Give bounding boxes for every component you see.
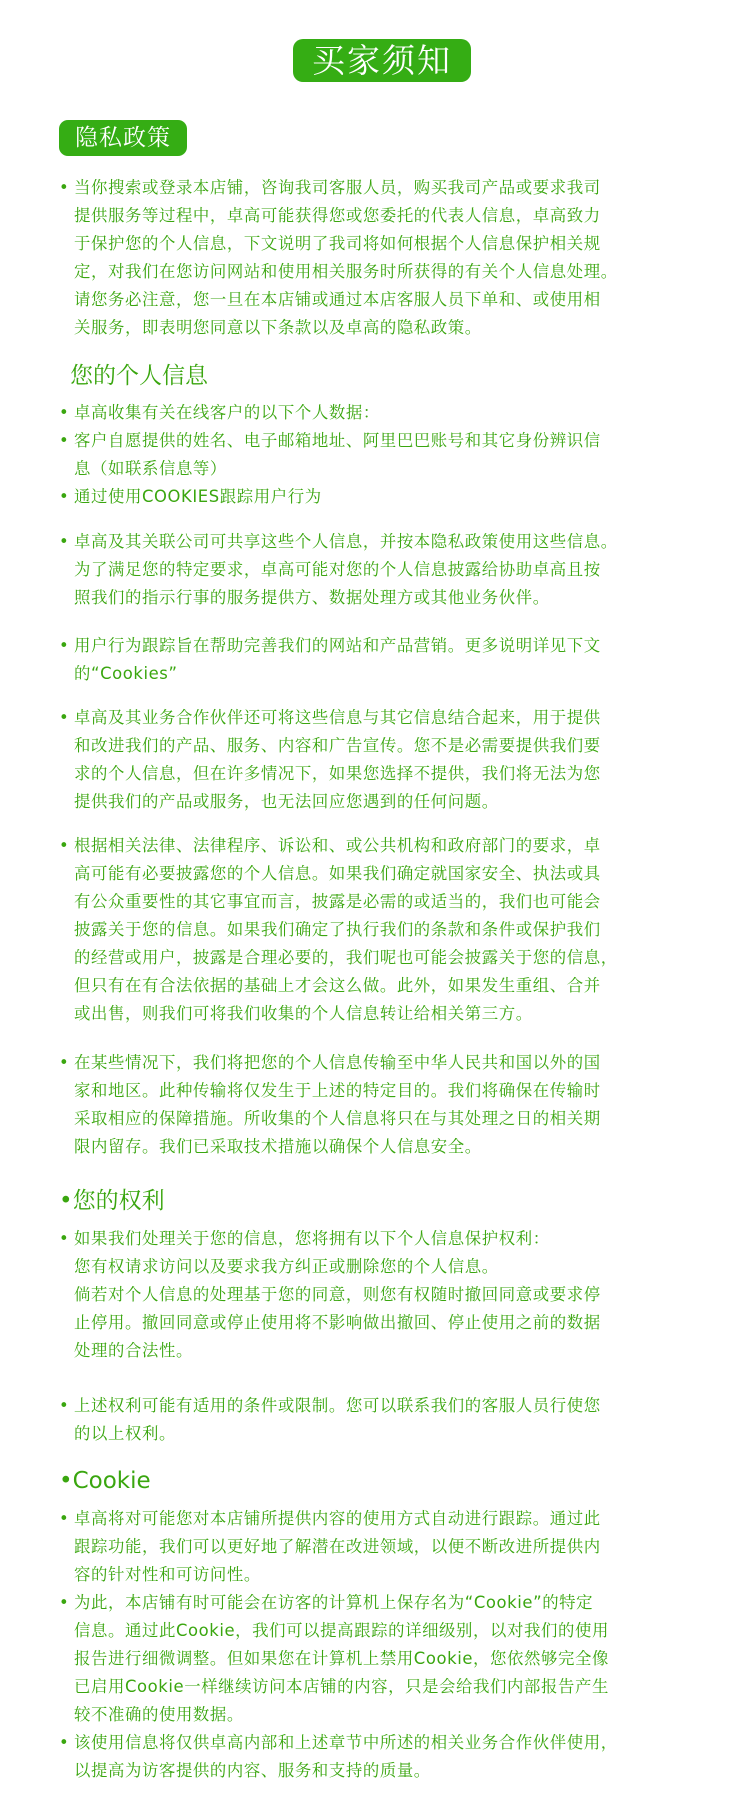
paragraph-line	[59, 455, 699, 483]
paragraph-line	[59, 1420, 699, 1448]
bullet-icon: •	[59, 836, 70, 855]
paragraph-text: 和改进我们的产品、服务、内容和广告宣传。您不是必需要提供我们要	[74, 736, 601, 755]
paragraph-text: 高可能有必要披露您的个人信息。如果我们确定就国家安全、执法或具	[74, 864, 601, 883]
paragraph-text: 披露关于您的信息。如果我们确定了执行我们的条款和条件或保护我们	[74, 920, 601, 939]
paragraph-text: 上述权利可能有适用的条件或限制。您可以联系我们的客服人员行使您	[74, 1396, 601, 1415]
paragraph-line	[59, 704, 699, 732]
page-title: 买家须知	[293, 39, 471, 82]
paragraph-line	[59, 1729, 699, 1757]
paragraph-text: 提供我们的产品或服务，也无法回应您遇到的任何问题。	[74, 792, 499, 811]
paragraph-text: 于保护您的个人信息，下文说明了我司将如何根据个人信息保护相关规	[74, 234, 601, 253]
paragraph-line	[59, 1757, 699, 1785]
paragraph-line	[59, 174, 699, 202]
paragraph-line	[59, 258, 699, 286]
paragraph-text: 当你搜索或登录本店铺，咨询我司客服人员，购买我司产品或要求我司	[74, 178, 601, 197]
paragraph-line	[59, 584, 699, 612]
paragraph-text: 为此，本店铺有时可能会在访客的计算机上保存名为“Cookie”的特定	[74, 1593, 594, 1612]
sharing-paragraph	[59, 528, 699, 612]
paragraph-text: 提供服务等过程中，卓高可能获得您或您委托的代表人信息，卓高致力	[74, 206, 601, 225]
paragraph-text: 家和地区。此种传输将仅发生于上述的特定目的。我们将确保在传输时	[74, 1081, 601, 1100]
paragraph-text: 但只有在有合法依据的基础上才会这么做。此外，如果发生重组、合并	[74, 976, 601, 995]
partners-paragraph	[59, 704, 699, 816]
collected-data-item	[59, 399, 699, 427]
paragraph-text: 的以上权利。	[74, 1424, 176, 1443]
cookie-heading: •Cookie	[59, 1468, 151, 1494]
paragraph-line	[59, 1561, 699, 1589]
rights-conditions-paragraph	[59, 1392, 699, 1448]
paragraph-text: 容的针对性和可访问性。	[74, 1565, 261, 1584]
paragraph-text: 卓高将对可能您对本店铺所提供内容的使用方式自动进行跟踪。通过此	[74, 1509, 601, 1528]
paragraph-line	[59, 1645, 699, 1673]
paragraph-text: 您有权请求访问以及要求我方纠正或删除您的个人信息。	[74, 1257, 499, 1276]
paragraph-text: 卓高收集有关在线客户的以下个人数据：	[74, 403, 380, 422]
paragraph-text: 有公众重要性的其它事宜而言，披露是必需的或适当的，我们也可能会	[74, 892, 601, 911]
paragraph-text: 卓高及其业务合作伙伴还可将这些信息与其它信息结合起来，用于提供	[74, 708, 601, 727]
bullet-icon: •	[59, 1396, 70, 1415]
paragraph-text: 关服务，即表明您同意以下条款以及卓高的隐私政策。	[74, 318, 482, 337]
paragraph-line	[59, 230, 699, 258]
paragraph-line	[59, 1309, 699, 1337]
bullet-icon: •	[59, 403, 70, 422]
paragraph-text: 求的个人信息，但在许多情况下，如果您选择不提供，我们将无法为您	[74, 764, 601, 783]
paragraph-line	[59, 732, 699, 760]
paragraph-text: 或出售，则我们可将我们收集的个人信息转让给相关第三方。	[74, 1004, 533, 1023]
bullet-icon: •	[59, 636, 70, 655]
paragraph-line	[59, 1000, 699, 1028]
paragraph-text: 通过使用COOKIES跟踪用户行为	[74, 487, 322, 506]
intro-paragraph	[59, 174, 699, 342]
paragraph-line	[59, 1077, 699, 1105]
paragraph-line	[59, 860, 699, 888]
paragraph-line	[59, 427, 699, 455]
rights-paragraph	[59, 1225, 699, 1365]
bullet-icon: •	[59, 1593, 70, 1612]
paragraph-line	[59, 1105, 699, 1133]
cookie-tracking-paragraph	[59, 1505, 699, 1589]
paragraph-text: 照我们的指示行事的服务提供方、数据处理方或其他业务伙伴。	[74, 588, 550, 607]
bullet-icon: •	[59, 1509, 70, 1528]
paragraph-text: 较不准确的使用数据。	[74, 1705, 244, 1724]
paragraph-text: 以提高为访客提供的内容、服务和支持的质量。	[74, 1761, 431, 1780]
paragraph-line	[59, 632, 699, 660]
paragraph-text: 息（如联系信息等）	[74, 459, 227, 478]
bullet-icon: •	[59, 178, 70, 197]
paragraph-line	[59, 528, 699, 556]
bullet-icon: •	[59, 487, 70, 506]
paragraph-text: 该使用信息将仅供卓高内部和上述章节中所述的相关业务合作伙伴使用，	[74, 1733, 618, 1752]
bullet-icon: •	[59, 1733, 70, 1752]
paragraph-text: 处理的合法性。	[74, 1341, 193, 1360]
cookie-storage-paragraph	[59, 1589, 699, 1729]
paragraph-line	[59, 1701, 699, 1729]
bullet-icon: •	[59, 708, 70, 727]
paragraph-text: 定，对我们在您访问网站和使用相关服务时所获得的有关个人信息处理。	[74, 262, 618, 281]
paragraph-text: 已启用Cookie一样继续访问本店铺的内容，只是会给我们内部报告产生	[74, 1677, 609, 1696]
paragraph-text: 止停用。撤回同意或停止使用将不影响做出撤回、停止使用之前的数据	[74, 1313, 601, 1332]
paragraph-text: 的经营或用户，披露是合理必要的，我们呢也可能会披露关于您的信息，	[74, 948, 618, 967]
paragraph-line	[59, 286, 699, 314]
paragraph-line	[59, 1589, 699, 1617]
paragraph-text: 倘若对个人信息的处理基于您的同意，则您有权随时撤回同意或要求停	[74, 1285, 601, 1304]
paragraph-text: 用户行为跟踪旨在帮助完善我们的网站和产品营销。更多说明详见下文	[74, 636, 601, 655]
bullet-icon: •	[59, 1053, 70, 1072]
paragraph-line	[59, 1673, 699, 1701]
paragraph-line	[59, 483, 699, 511]
transfer-paragraph	[59, 1049, 699, 1161]
paragraph-line	[59, 972, 699, 1000]
paragraph-text: 卓高及其关联公司可共享这些个人信息，并按本隐私政策使用这些信息。	[74, 532, 618, 551]
paragraph-line	[59, 660, 699, 688]
paragraph-text: 根据相关法律、法律程序、诉讼和、或公共机构和政府部门的要求，卓	[74, 836, 601, 855]
paragraph-line	[59, 760, 699, 788]
privacy-policy-badge: 隐私政策	[59, 120, 187, 156]
paragraph-text: 的“Cookies”	[74, 664, 178, 683]
bullet-icon: •	[59, 532, 70, 551]
paragraph-line	[59, 399, 699, 427]
tracking-paragraph	[59, 632, 699, 688]
paragraph-line	[59, 916, 699, 944]
paragraph-line	[59, 314, 699, 342]
paragraph-text: 限内留存。我们已采取技术措施以确保个人信息安全。	[74, 1137, 482, 1156]
paragraph-text: 在某些情况下，我们将把您的个人信息传输至中华人民共和国以外的国	[74, 1053, 601, 1072]
paragraph-line	[59, 1281, 699, 1309]
paragraph-line	[59, 788, 699, 816]
paragraph-line	[59, 1337, 699, 1365]
paragraph-line	[59, 1533, 699, 1561]
paragraph-line	[59, 202, 699, 230]
paragraph-text: 为了满足您的特定要求，卓高可能对您的个人信息披露给协助卓高且按	[74, 560, 601, 579]
cookies-tracking-item	[59, 483, 699, 511]
paragraph-line	[59, 1617, 699, 1645]
paragraph-line	[59, 832, 699, 860]
paragraph-text: 报告进行细微调整。但如果您在计算机上禁用Cookie，您依然够完全像	[74, 1649, 609, 1668]
legal-disclosure-paragraph	[59, 832, 699, 1028]
paragraph-line	[59, 1049, 699, 1077]
bullet-icon: •	[59, 431, 70, 450]
paragraph-text: 请您务必注意，您一旦在本店铺或通过本店客服人员下单和、或使用相	[74, 290, 601, 309]
paragraph-text: 采取相应的保障措施。所收集的个人信息将只在与其处理之日的相关期	[74, 1109, 601, 1128]
personal-info-heading: 您的个人信息	[70, 363, 208, 389]
usage-info-paragraph	[59, 1729, 699, 1785]
paragraph-line	[59, 556, 699, 584]
bullet-icon: •	[59, 1229, 70, 1248]
rights-heading: •您的权利	[59, 1188, 165, 1214]
paragraph-line	[59, 1392, 699, 1420]
paragraph-text: 如果我们处理关于您的信息，您将拥有以下个人信息保护权利：	[74, 1229, 550, 1248]
paragraph-text: 客户自愿提供的姓名、电子邮箱地址、阿里巴巴账号和其它身份辨识信	[74, 431, 601, 450]
paragraph-text: 跟踪功能，我们可以更好地了解潜在改进领域，以便不断改进所提供内	[74, 1537, 601, 1556]
paragraph-line	[59, 1225, 699, 1253]
paragraph-line	[59, 944, 699, 972]
customer-info-item	[59, 427, 699, 483]
paragraph-line	[59, 1133, 699, 1161]
paragraph-line	[59, 1253, 699, 1281]
paragraph-line	[59, 888, 699, 916]
paragraph-line	[59, 1505, 699, 1533]
paragraph-text: 信息。通过此Cookie，我们可以提高跟踪的详细级别，以对我们的使用	[74, 1621, 609, 1640]
